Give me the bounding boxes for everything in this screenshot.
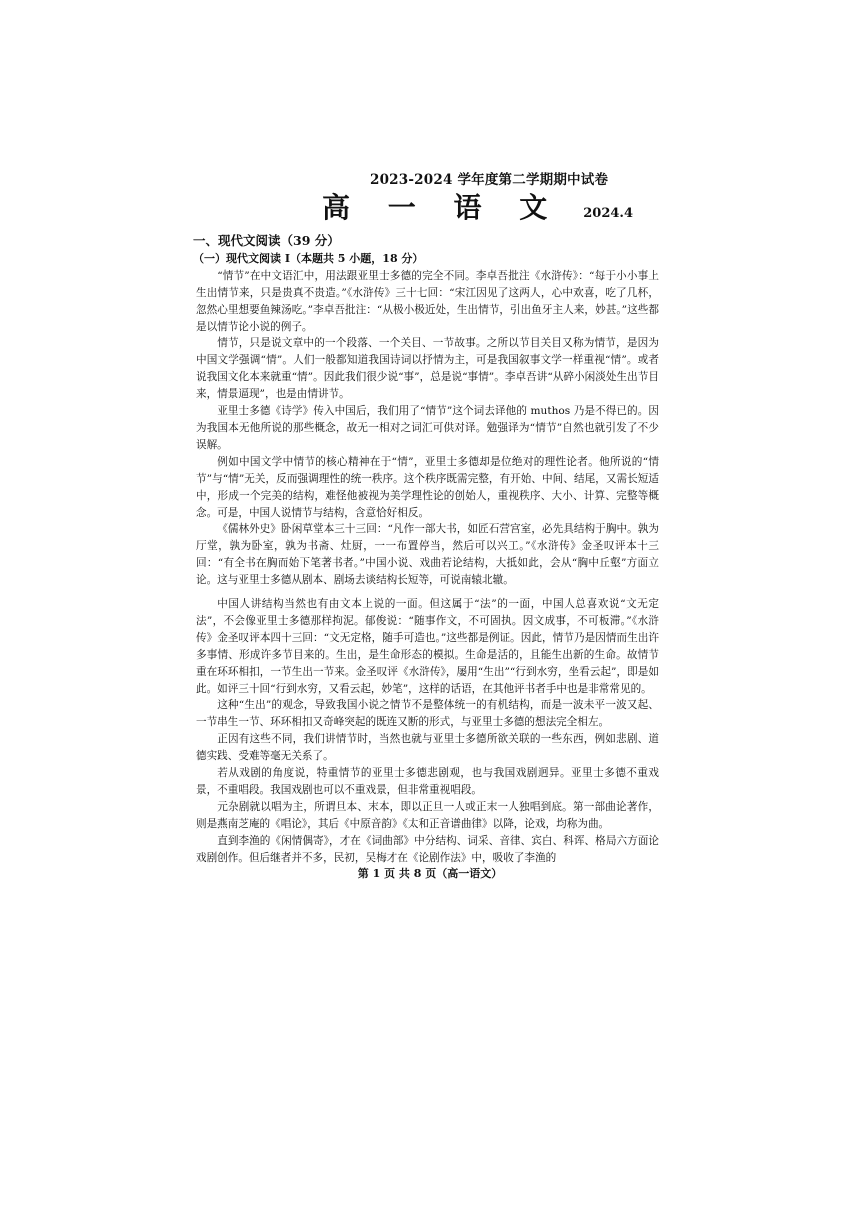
page-title: 高 一 语 文 (322, 191, 562, 224)
paragraph: 直到李渔的《闲情偶寄》，才在《词曲部》中分结构、词采、音律、宾白、科诨、格局六方面论戏剧创作。但后继者并不多，民初，吴梅才在《论剧作法》中，吸收了李渔的 (196, 834, 659, 864)
exam-date: 2024.4 (583, 206, 634, 221)
paragraph: 《儒林外史》卧闲草堂本三十三回：“凡作一部大书，如匠石营宫室，必先具结构于胸中。孰为厅堂，孰为卧室，孰为书斋、灶厨，一一布置停当，然后可以兴工。”《水浒传》金圣叹评本十三回：“有全书在胸而始下笔著书者。”中国小说、戏曲若论结构，大抵如此，会从“胸中丘壑”方面立论。这与亚里士多德从剧本、剧场去谈结构长短等，可说南辕北辙。 (196, 523, 659, 587)
paragraph: 亚里士多德《诗学》传入中国后，我们用了“情节”这个词去译他的 muthos 乃是不得已的。因为我国本无他所说的那些概念，故无一相对之词汇可供对译。勉强译为“情节”自然也就引发了不少误解。 (196, 405, 659, 451)
paragraph: “情节”在中文语汇中，用法跟亚里士多德的完全不同。李卓吾批注《水浒传》：“每于小小事上生出情节来，只是贵真不贵造。”《水浒传》三十七回：“宋江因见了这两人，心中欢喜，吃了几杯，忽然心里想要鱼辣汤吃。”李卓吾批注：“从极小极近处，生出情节，引出鱼牙主人来，妙甚。”这些都是以情节论小说的例子。 (196, 269, 659, 333)
paragraph: 中国人讲结构当然也有由文本上说的一面。但这属于“法”的一面，中国人总喜欢说“文无定法”，不会像亚里士多德那样拘泥。郁俊说：“随事作文，不可固执。因文成事，不可板滞。”《水浒传》金圣叹评本四十三回：“文无定格，随手可造也。”这些都是例证。因此，情节乃是因情而生出许多事情、形成许多节目来的。生出，是生命形态的模拟。生命是活的，且能生出新的生命。故情节重在环环相扣，一节生出一节来。金圣叹评《水浒传》，屡用“生出”“行到水穷，坐看云起”，即是如此。如评三十回“行到水穷，又看云起，妙笔”，这样的话语，在其他评书者手中也是非常常见的。 (196, 598, 659, 695)
paragraph: 正因有这些不同，我们讲情节时，当然也就与亚里士多德所欲关联的一些东西，例如悲剧、道德实践、受难等毫无关系了。 (196, 733, 659, 763)
paragraph: 情节，只是说文章中的一个段落、一个关目、一节故事。之所以节目关目又称为情节，是因为中国文学强调“情”。人们一般都知道我国诗词以抒情为主，可是我国叙事文学一样重视“情”。或者说我国文化本来就重“情”。因此我们很少说“事”，总是说“事情”。李卓吾讲“从碎小闲淡处生出节目来，情景逼现”，也是由情讲节。 (196, 337, 659, 401)
paragraph: 若从戏剧的角度说，特重情节的亚里士多德悲剧观，也与我国戏剧迥异。亚里士多德不重戏景，不重唱段。我国戏剧也可以不重戏景，但非常重视唱段。 (196, 767, 659, 796)
paragraph: 例如中国文学中情节的核心精神在于“情”，亚里士多德却是位绝对的理性论者。他所说的“情节”与“情”无关，反而强调理性的统一秩序。这个秩序既需完整，有开始、中间、结尾，又需长短适中，形成一个完美的结构，难怪他被视为美学理性论的创始人，重视秩序、大小、计算、完整等概念。可是，中国人说情节与结构，含意恰好相反。 (196, 455, 659, 519)
paragraph: 元杂剧就以唱为主，所谓旦本、末本，即以正旦一人或正末一人独唱到底。第一部曲论著作，则是燕南芝庵的《唱论》，其后《中原音韵》《太和正音谱曲律》以降，论戏，均称为曲。 (196, 800, 659, 830)
paragraph: 这种“生出”的观念，导致我国小说之情节不是整体统一的有机结构，而是一波未平一波又起、一节串生一节、环环相扣又奇峰突起的既连又断的形式，与亚里士多德的想法完全相左。 (196, 699, 659, 729)
reading-passage (193, 233, 659, 867)
exam-term-line: 2023-2024 学年度第二学期期中试卷 (370, 172, 609, 188)
page-footer: 第 1 页 共 8 页（高一语文） (357, 867, 503, 880)
title-block (322, 186, 633, 226)
subsection-heading: （一）现代文阅读 I（本题共 5 小题，18 分） (193, 251, 424, 265)
section-heading: 一、现代文阅读（39 分） (193, 233, 340, 248)
